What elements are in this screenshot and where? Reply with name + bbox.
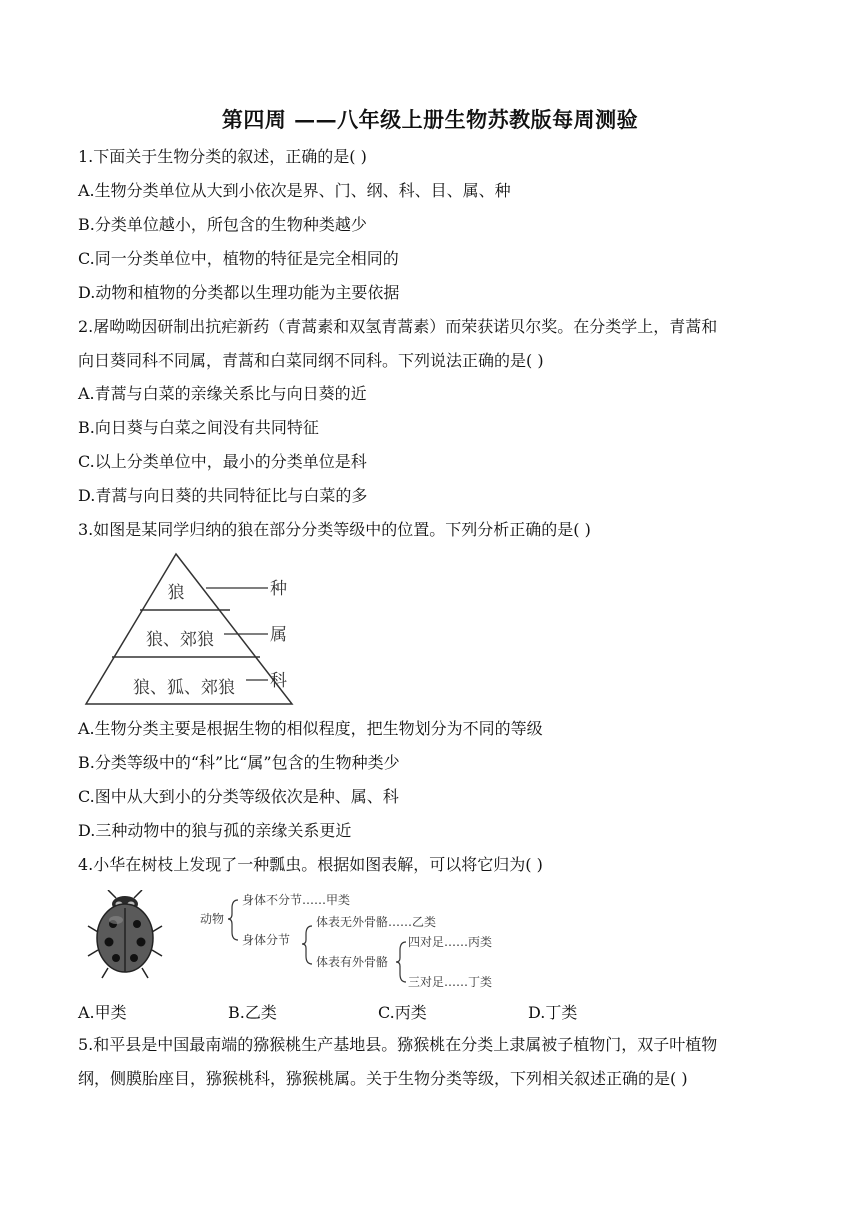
q3-option-a: A.生物分类主要是根据生物的相似程度，把生物划分为不同的等级 [78,719,543,738]
q1-option-c: C.同一分类单位中，植物的特征是完全相同的 [78,249,399,268]
q1-stem: 1.下面关于生物分类的叙述，正确的是( ) [78,147,367,166]
key-node-no-exoskeleton: 体表无外骨骼……乙类 [316,915,437,929]
q2-option-b: B.向日葵与白菜之间没有共同特征 [78,418,319,437]
q2-option-c: C.以上分类单位中，最小的分类单位是科 [78,452,367,471]
q4-option-a: A.甲类 [78,1003,127,1022]
key-node-exoskeleton: 体表有外骨骼 [316,955,389,969]
dichotomous-key-figure [196,886,506,992]
key-root-label: 动物 [200,912,225,926]
page-title: 第四周 ——八年级上册生物苏教版每周测验 [221,107,639,132]
q5-stem-line-2: 纲，侧膜胎座目，猕猴桃科，猕猴桃属。关于生物分类等级，下列相关叙述正确的是( ) [78,1069,688,1088]
rank-genus-label: 属 [270,625,287,645]
q2-option-d: D.青蒿与向日葵的共同特征比与白菜的多 [78,486,368,505]
key-brace-1 [228,900,238,940]
key-node-three-legs: 三对足……丁类 [408,975,493,989]
q4-option-b: B.乙类 [228,1003,277,1022]
key-brace-3 [396,942,406,982]
key-node-unsegmented: 身体不分节……甲类 [242,893,351,907]
q4-option-c: C.丙类 [378,1003,427,1022]
q1-option-a: A.生物分类单位从大到小依次是界、门、纲、科、目、属、种 [78,181,511,200]
q2-stem-line-1: 2.屠呦呦因研制出抗疟新药（青蒿素和双氢青蒿素）而荣获诺贝尔奖。在分类学上，青蒿和 [78,317,718,336]
q3-option-d: D.三种动物中的狼与孤的亲缘关系更近 [78,821,352,840]
q1-option-b: B.分类单位越小，所包含的生物种类越少 [78,215,367,234]
q2-option-a: A.青蒿与白菜的亲缘关系比与向日葵的近 [78,384,367,403]
ladybug-photo [86,890,166,980]
q3-stem: 3.如图是某同学归纳的狼在部分分类等级中的位置。下列分析正确的是( ) [78,520,591,539]
rank-family-label: 科 [270,671,287,691]
rank-species-label: 种 [270,579,287,599]
tier-genus-label: 狼、郊狼 [146,630,214,650]
q3-option-c: C.图中从大到小的分类等级依次是种、属、科 [78,787,399,806]
q4-options-row [78,1000,778,1022]
classification-pyramid-figure [84,552,304,708]
q3-option-b: B.分类等级中的“科”比“属”包含的生物种类少 [78,753,400,772]
tier-family-label: 狼、狐、郊狼 [133,678,235,698]
key-brace-2 [302,926,312,964]
tier-species-label: 狼 [167,583,185,603]
key-node-segmented: 身体分节 [242,933,291,947]
q1-option-d: D.动物和植物的分类都以生理功能为主要依据 [78,283,400,302]
key-node-four-legs: 四对足……丙类 [408,935,493,949]
q5-stem-line-1: 5.和平县是中国最南端的猕猴桃生产基地县。猕猴桃在分类上隶属被子植物门，双子叶植物 [78,1035,718,1054]
q4-option-d: D.丁类 [528,1003,578,1022]
q4-stem: 4.小华在树枝上发现了一种瓢虫。根据如图表解，可以将它归为( ) [78,855,543,874]
q2-stem-line-2: 向日葵同科不同属，青蒿和白菜同纲不同科。下列说法正确的是( ) [78,351,544,370]
